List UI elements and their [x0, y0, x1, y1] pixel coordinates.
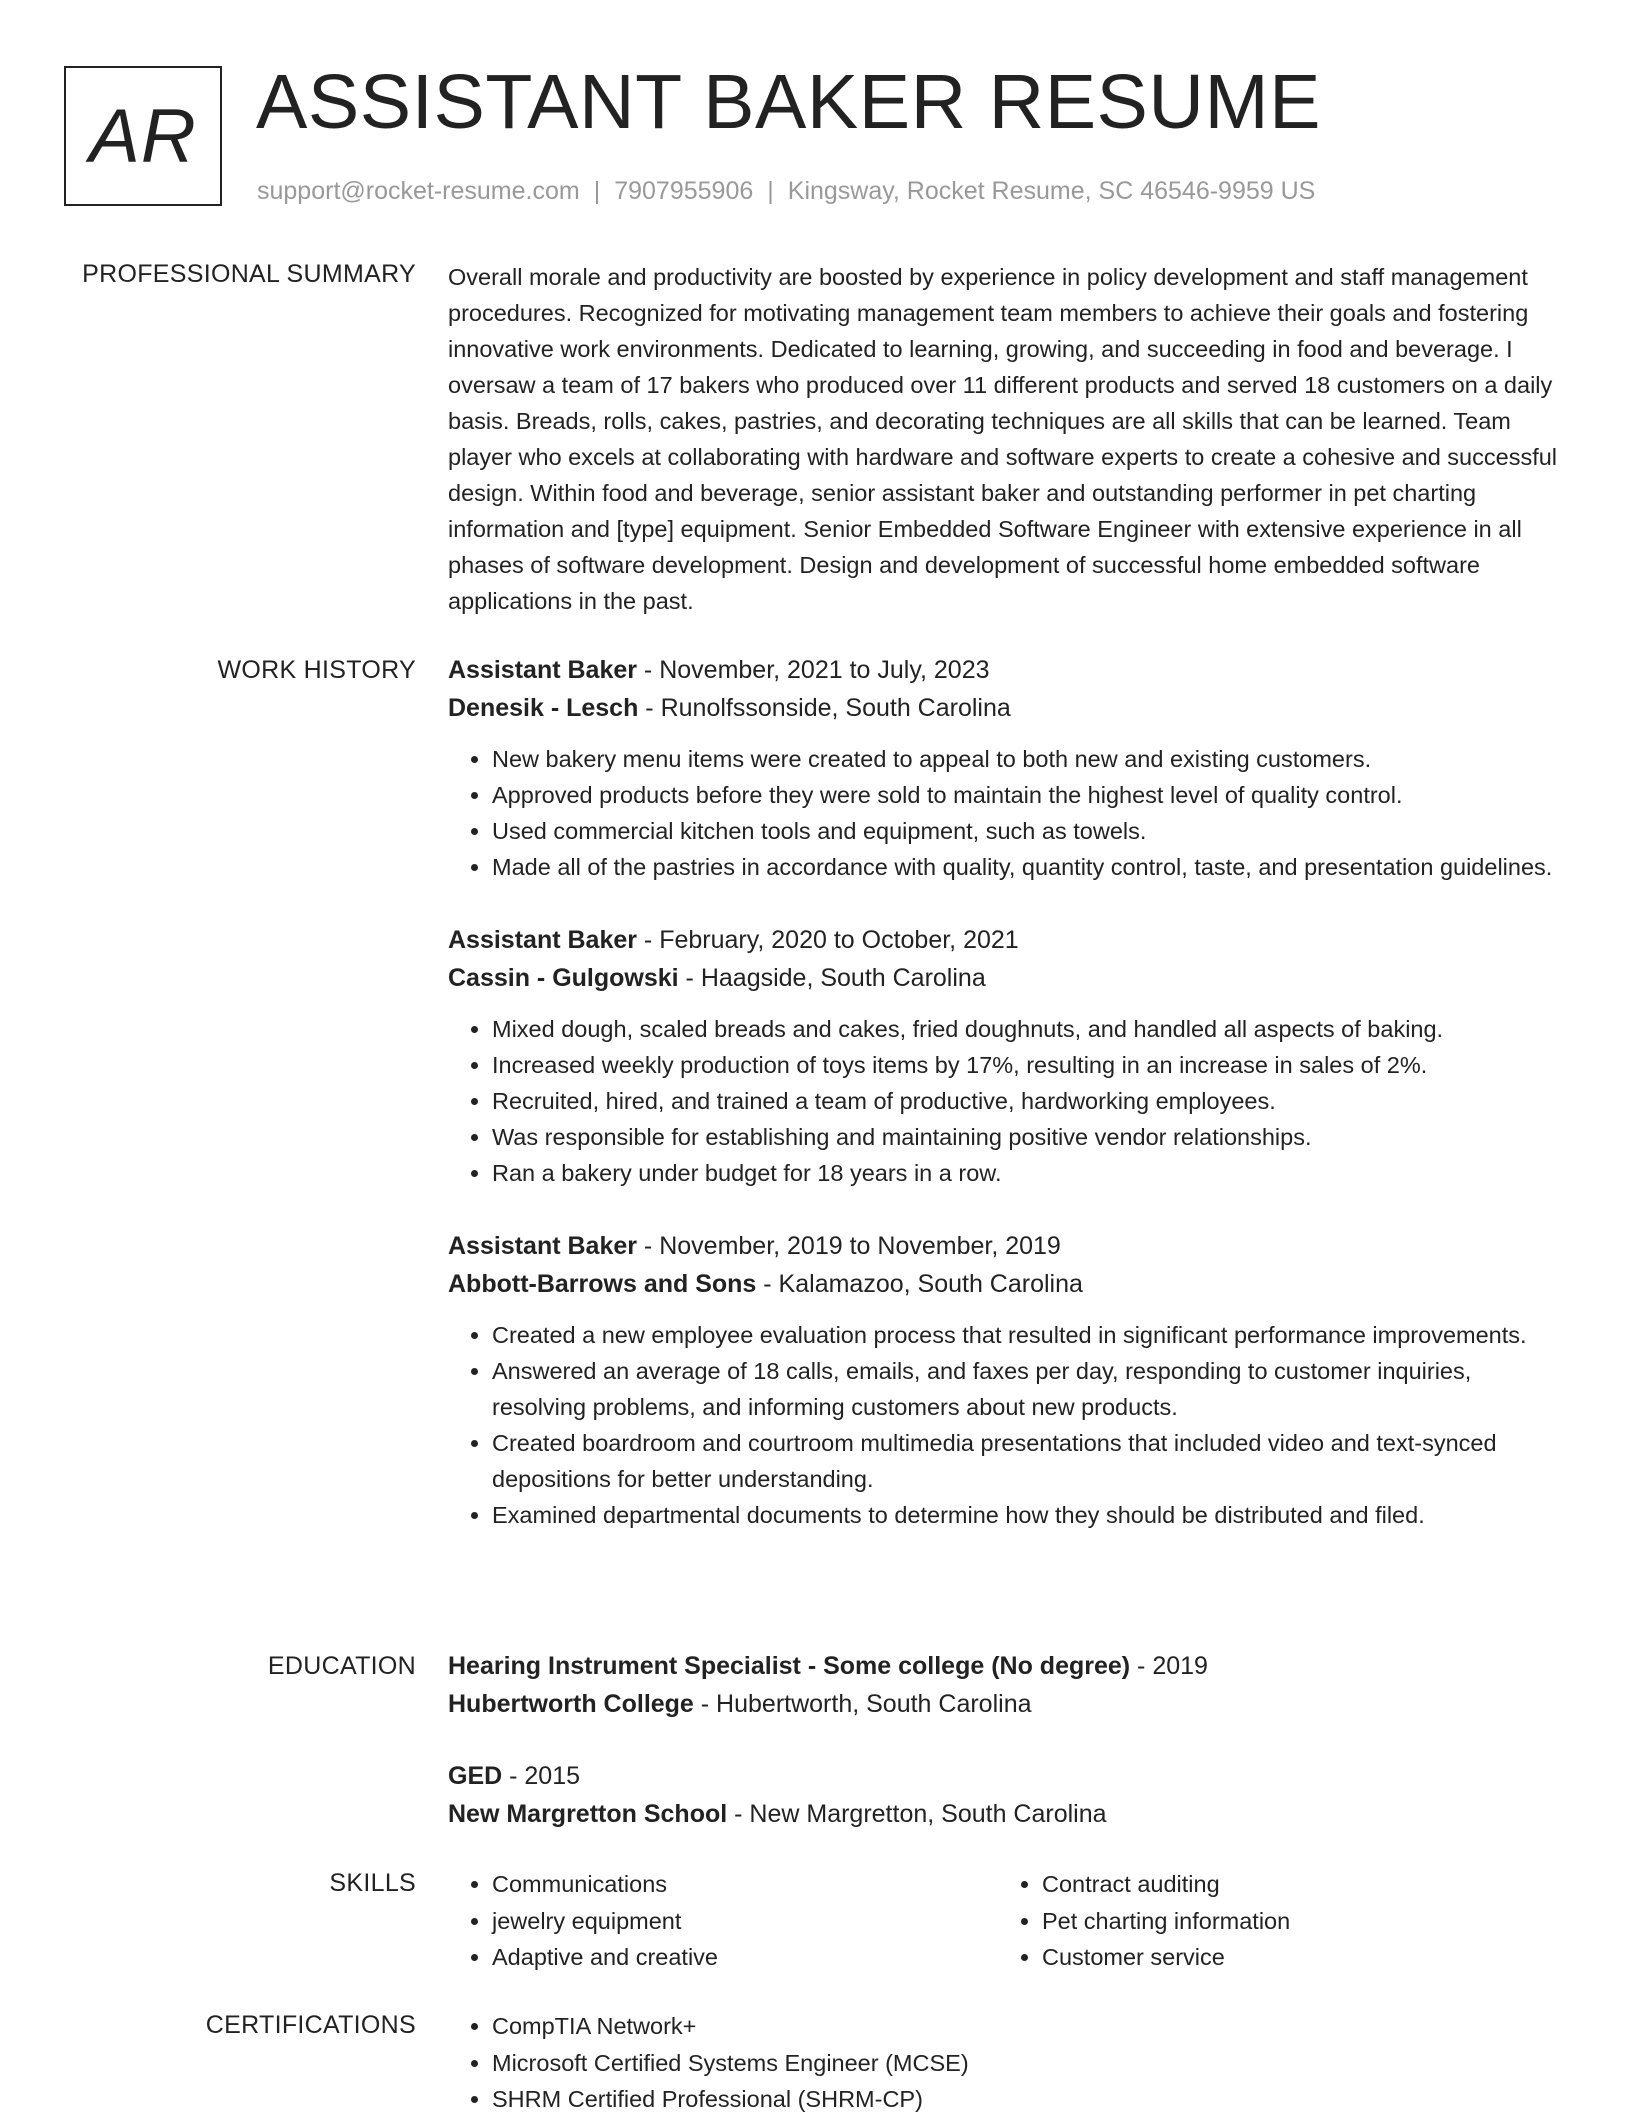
education-school: Hubertworth College [448, 1690, 694, 1718]
job-bullet: • Made all of the pastries in accordance with quality, quantity control, taste, and presentation guidelines. [492, 849, 1568, 885]
job-location: - Runolfssonside, South Carolina [638, 694, 1011, 722]
contact-address: Kingsway, Rocket Resume, SC 46546-9959 US [787, 177, 1316, 205]
job-company: Denesik - Lesch [448, 694, 639, 722]
job-bullet: • Increased weekly production of toys items by 17%, resulting in an increase in sales of 2%. [492, 1047, 1568, 1083]
job-bullet: • Was responsible for establishing and maintaining positive vendor relationships. [492, 1119, 1568, 1155]
monogram-initials: AR [89, 93, 197, 179]
summary-text: Overall morale and productivity are boosted by experience in policy development and staff management procedures. Recognized for motivating management team members to achieve their goals and fostering innovative work environments. Dedicated to learning, growing, and succeeding in food and beverage. I oversaw a team of 17 bakers who produced over 11 different products and served 18 customers on a daily basis. Breads, rolls, cakes, pastries, and decorating techniques are all skills that can be learned. Team player who excels at collaborating with hardware and software experts to create a cohesive and successful design. Within food and beverage, senior assistant baker and outstanding performer in pet charting information and [type] equipment. Senior Embedded Software Engineer with extensive experience in all phases of software development. Design and development of successful home embedded software applications in the past. [448, 264, 1558, 614]
job-location: - Haagside, South Carolina [678, 964, 986, 992]
education-body [448, 1647, 1568, 1833]
job-company-line [448, 1265, 1568, 1303]
education-location: - New Margretton, South Carolina [727, 1800, 1107, 1828]
job-entry [448, 651, 1568, 885]
contact-separator: | [593, 177, 601, 205]
certifications-body [448, 2008, 1568, 2118]
contact-line [257, 174, 1315, 208]
job-company-line [448, 689, 1568, 727]
skills-column-right [998, 1866, 1548, 1976]
education-entry [448, 1757, 1568, 1833]
job-bullet: • Used commercial kitchen tools and equipment, such as towels. [492, 813, 1568, 849]
job-company-line [448, 959, 1568, 997]
certification-item: • Microsoft Certified Systems Engineer (MCSE) [492, 2045, 1568, 2082]
skills-grid [448, 1866, 1568, 1976]
job-bullet: • Examined departmental documents to determine how they should be distributed and filed. [492, 1497, 1568, 1533]
job-bullets [448, 1317, 1568, 1533]
education-location: - Hubertworth, South Carolina [693, 1690, 1032, 1718]
contact-phone[interactable]: 7907955906 [614, 177, 754, 205]
resume-title: ASSISTANT BAKER RESUME [256, 59, 1322, 145]
education-year: - 2015 [502, 1762, 581, 1790]
education-school: New Margretton School [448, 1800, 728, 1828]
education-degree: Hearing Instrument Specialist - Some college (No degree) [448, 1652, 1131, 1680]
certifications-heading: CERTIFICATIONS [205, 2011, 416, 2039]
skill-item: • Adaptive and creative [492, 1939, 998, 1976]
job-bullets [448, 1011, 1568, 1191]
job-entry [448, 1227, 1568, 1533]
education-degree-line [448, 1647, 1568, 1685]
skill-item: • Contract auditing [1042, 1866, 1548, 1903]
contact-email[interactable]: support@rocket-resume.com [257, 177, 580, 205]
work-history-body [448, 651, 1568, 1569]
skill-item: • Customer service [1042, 1939, 1548, 1976]
job-location: - Kalamazoo, South Carolina [756, 1270, 1083, 1298]
job-bullet: • Answered an average of 18 calls, emails, and faxes per day, responding to customer inquiries, resolving problems, and informing customers about new products. [492, 1353, 1568, 1425]
job-dates: - February, 2020 to October, 2021 [636, 926, 1019, 954]
skill-item: • Communications [492, 1866, 998, 1903]
job-title-line [448, 921, 1568, 959]
job-role: Assistant Baker [448, 926, 637, 954]
education-entry [448, 1647, 1568, 1723]
job-entry [448, 921, 1568, 1191]
job-bullet: • Mixed dough, scaled breads and cakes, fried doughnuts, and handled all aspects of baking. [492, 1011, 1568, 1047]
job-role: Assistant Baker [448, 656, 637, 684]
education-year: - 2019 [1130, 1652, 1208, 1680]
education-degree: GED [448, 1762, 503, 1790]
education-school-line [448, 1685, 1568, 1723]
job-bullet: • Created boardroom and courtroom multimedia presentations that included video and text-synced depositions for better understanding. [492, 1425, 1568, 1497]
job-bullet: • Approved products before they were sold to maintain the highest level of quality control. [492, 777, 1568, 813]
job-title-line [448, 651, 1568, 689]
skills-heading: SKILLS [329, 1869, 416, 1897]
job-title-line [448, 1227, 1568, 1265]
certification-item: • SHRM Certified Professional (SHRM-CP) [492, 2081, 1568, 2118]
job-bullet: • New bakery menu items were created to appeal to both new and existing customers. [492, 741, 1568, 777]
job-dates: - November, 2021 to July, 2023 [636, 656, 990, 684]
education-school-line [448, 1795, 1568, 1833]
education-heading: EDUCATION [267, 1652, 416, 1680]
summary-body [448, 259, 1568, 619]
work-history-heading: WORK HISTORY [217, 656, 416, 684]
certification-item: • CompTIA Network+ [492, 2008, 1568, 2045]
job-bullet: • Recruited, hired, and trained a team of productive, hardworking employees. [492, 1083, 1568, 1119]
skills-body [448, 1866, 1568, 1976]
skills-column-left [448, 1866, 998, 1976]
job-role: Assistant Baker [448, 1232, 637, 1260]
job-bullet: • Created a new employee evaluation process that resulted in significant performance improvements. [492, 1317, 1568, 1353]
job-company: Cassin - Gulgowski [448, 964, 679, 992]
job-bullet: • Ran a bakery under budget for 18 years in a row. [492, 1155, 1568, 1191]
skill-item: • jewelry equipment [492, 1903, 998, 1940]
skill-item: • Pet charting information [1042, 1903, 1548, 1940]
contact-separator: | [767, 177, 774, 205]
monogram-box [64, 66, 222, 206]
education-degree-line [448, 1757, 1568, 1795]
certifications-list [448, 2008, 1568, 2118]
job-company: Abbott-Barrows and Sons [448, 1270, 757, 1298]
job-bullets [448, 741, 1568, 885]
job-dates: - November, 2019 to November, 2019 [636, 1232, 1061, 1260]
summary-heading: PROFESSIONAL SUMMARY [82, 260, 416, 288]
